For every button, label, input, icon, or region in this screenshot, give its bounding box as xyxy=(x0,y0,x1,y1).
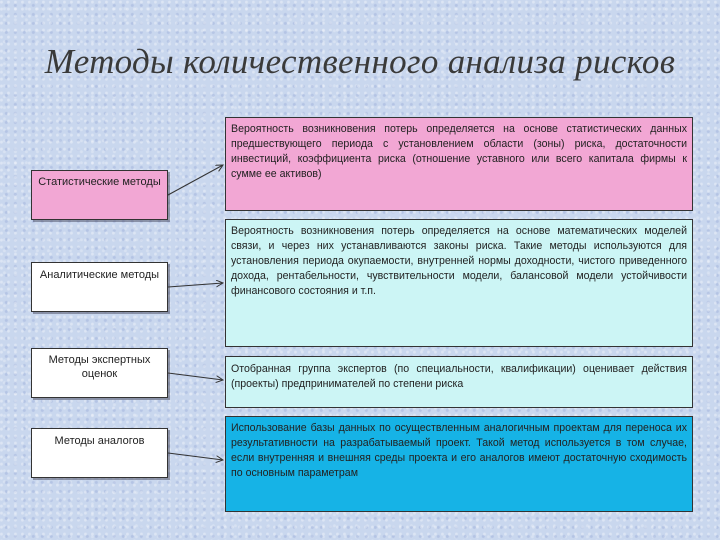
arrow-statistical xyxy=(168,165,223,195)
description-text: Вероятность возникновения потерь определяется на основе математических моделей связи, и через них устанавливаются законы риска. Такие методы используются для установления периода окупаемости, внутренней нормы доходности, чистого приведенного дохода, рентабельности, чувствительности модели, балансовой модели устойчивости финансового состояния и т.п. xyxy=(231,225,687,297)
arrow-expert xyxy=(168,373,223,380)
method-label: Аналитические методы xyxy=(39,269,160,281)
method-label: Методы экспертных оценок xyxy=(48,354,151,380)
description-text: Вероятность возникновения потерь определяется на основе статистических данных предшествующего периода с установлением области (зоны) риска, достаточности инвестиций, коэффициента риска (отношение уставного или всего капитала фирмы к сумме ее активов) xyxy=(231,123,687,180)
description-text: Отобранная группа экспертов (по специальности, квалификации) оценивает действия (проекты) предпринимателей по степени риска xyxy=(231,363,687,390)
arrow-analogs xyxy=(168,453,223,460)
method-label: Методы аналогов xyxy=(54,435,145,447)
method-label: Статистические методы xyxy=(38,176,161,188)
page-title: Методы количественного анализа рисков xyxy=(44,42,676,81)
arrow-analytical xyxy=(168,283,223,287)
description-text: Использование базы данных по осуществленным аналогичным проектам для переноса их результативности на разрабатываемый проект. Такой метод используется в том случае, если внутренняя и внешняя среды проекта и его аналогов имеют достаточную сходимость по основным параметрам xyxy=(231,422,687,479)
